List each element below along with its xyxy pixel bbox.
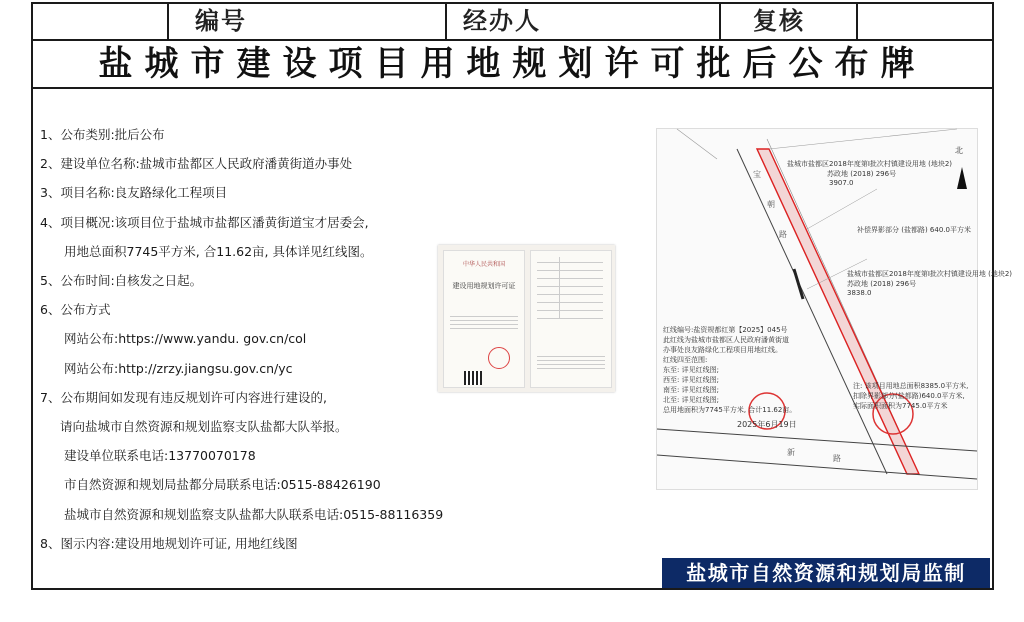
item-phone-team: 盐城市自然资源和规划监察支队盐都大队联系电话:0515-88116359 <box>64 506 444 522</box>
item-website-2: 网站公布:http://zrzy.jiangsu.gov.cn/yc <box>64 360 293 376</box>
road-char: 路 <box>833 454 841 463</box>
permit-notes <box>531 353 611 372</box>
header-row <box>33 4 992 41</box>
item-report-2: 请向盐城市自然资源和规划监察支队盐都大队举报。 <box>60 419 348 435</box>
road-char: 宝 <box>753 170 761 179</box>
item-phone-bureau: 市自然资源和规划局盐都分局联系电话:0515-88426190 <box>64 477 381 493</box>
map-note <box>663 325 796 415</box>
map-mid-doc: 苏政地 (2018) 296号 <box>847 280 917 288</box>
area-note-line: 注: 该项目用地总面积8385.0平方米, <box>853 382 969 390</box>
title-row <box>33 41 992 89</box>
map-top-area: 3907.0 <box>829 179 854 187</box>
page-title: 盐城市建设项目用地规划许可批后公布牌 <box>98 44 927 84</box>
map-mid-label: 补偿界影部分 (盐都路) 640.0平方米 <box>857 226 971 234</box>
qr-code-icon <box>464 371 482 385</box>
header-label-handler: 经办人 <box>463 7 541 35</box>
map-mid-area: 3838.0 <box>847 289 872 297</box>
note-line: 总用地面积为7745平方米, 合计11.62亩。 <box>663 406 797 414</box>
item-area: 用地总面积7745平方米, 合11.62亩, 具体详见红线图。 <box>64 243 373 259</box>
permit-seal <box>488 347 510 369</box>
note-line: 红线四至范围: <box>663 356 708 364</box>
road-char: 朝 <box>767 200 775 209</box>
road-char: 路 <box>779 230 787 239</box>
map-line <box>769 129 957 149</box>
area-note-line: 实际面积面积为7745.0平方米 <box>853 402 948 410</box>
map-drawing <box>657 129 977 489</box>
item-project: 3、项目名称:良友路绿化工程项目 <box>40 185 228 201</box>
header-label-number: 编号 <box>195 7 247 35</box>
permit-title: 建设用地规划许可证 <box>452 282 516 290</box>
permit-text-lines <box>444 313 524 332</box>
leader-line <box>807 189 877 229</box>
note-line: 东至: 详见红线图; <box>663 366 719 374</box>
note-line: 此红线为盐城市盐都区人民政府潘黄街道 <box>663 336 789 344</box>
note-line: 西至: 详见红线图; <box>663 376 719 384</box>
permit-country: 中华人民共和国 <box>462 261 505 268</box>
note-line: 南至: 详见红线图; <box>663 386 719 394</box>
note-line: 办事处良友路绿化工程项目用地红线。 <box>663 346 782 354</box>
item-phone-unit: 建设单位联系电话:13770070178 <box>64 448 256 464</box>
note-line: 北至: 详见红线图; <box>663 396 719 404</box>
map-top-doc: 苏政地 (2018) 296号 <box>827 170 897 178</box>
map-top-label: 盐城市盐都区2018年度第Ⅰ批次村镇建设用地 (地块2) <box>787 160 953 168</box>
item-method: 6、公布方式 <box>40 302 111 318</box>
note-title: 红线编号:盐资规都红第【2025】045号 <box>663 326 788 334</box>
item-time: 5、公布时间:自核发之日起。 <box>40 273 203 289</box>
hatched-area <box>794 269 803 299</box>
permit-table-page <box>530 250 612 388</box>
road-new-bottom <box>657 455 977 479</box>
map-date: 2025年6月19日 <box>737 420 797 429</box>
item-figures: 8、图示内容:建设用地规划许可证, 用地红线图 <box>40 535 298 551</box>
item-report: 7、公布期间如发现有违反规划许可内容进行建设的, <box>40 389 327 405</box>
map-mid-label-2: 盐城市盐都区2018年度第Ⅰ批次村镇建设用地 (地块2) <box>847 270 1013 278</box>
north-label: 北 <box>955 146 963 155</box>
item-unit: 2、建设单位名称:盐城市盐都区人民政府潘黄街道办事处 <box>40 156 353 172</box>
road-char: 新 <box>787 448 795 457</box>
road-new-top <box>657 429 977 451</box>
header-cell-blank <box>856 4 996 39</box>
area-note <box>853 381 968 411</box>
permit-cover-page <box>443 250 525 388</box>
item-category: 1、公布类别:批后公布 <box>40 127 165 142</box>
red-line-map <box>656 128 1013 490</box>
item-website-1: 网站公布:https://www.yandu. gov.cn/col <box>64 331 307 347</box>
permit-table <box>537 257 603 319</box>
header-label-review: 复核 <box>753 7 805 35</box>
map-line <box>677 129 717 159</box>
permit-image <box>438 245 615 392</box>
item-overview: 4、项目概况:该项目位于盐城市盐都区潘黄街道宝才居委会, <box>40 214 369 230</box>
footer-banner: 盐城市自然资源和规划局监制 <box>662 558 990 588</box>
area-note-line: 扣除界影部分(盐都路)640.0平方米, <box>853 392 965 400</box>
north-arrow-icon <box>957 167 967 189</box>
